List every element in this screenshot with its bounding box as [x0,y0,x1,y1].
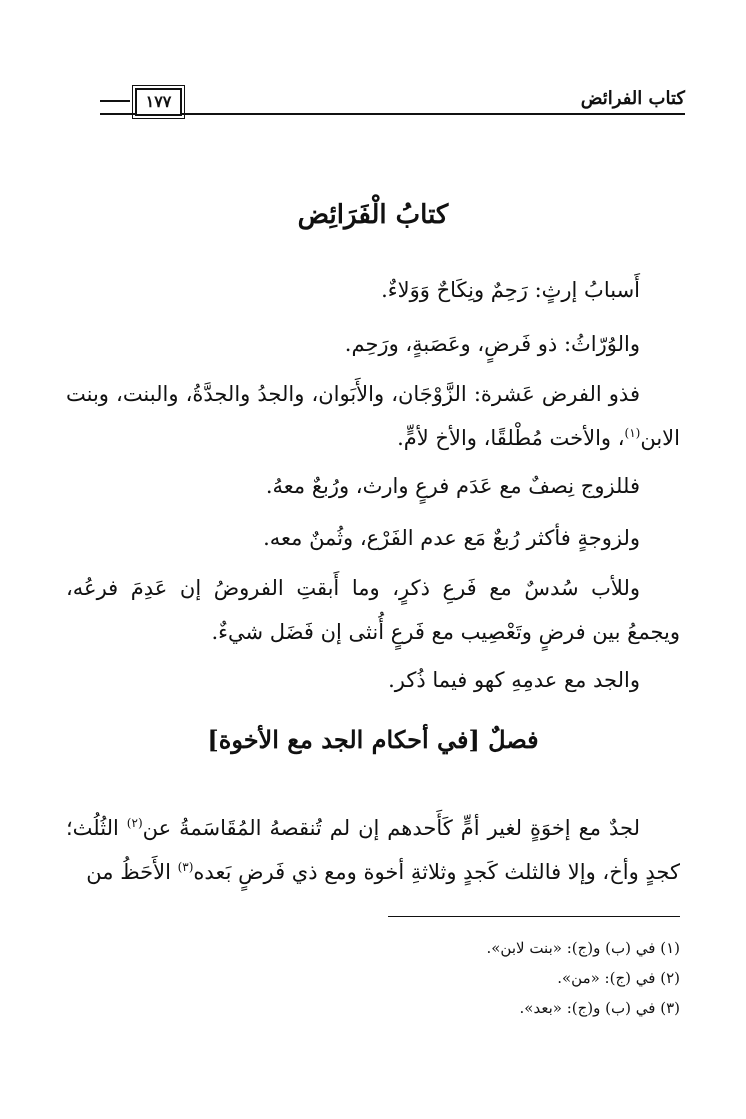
footnote-number: (١) [660,939,680,957]
page-number: ١٧٧ [135,88,182,116]
footnote-text: في (ج): «من». [557,969,656,987]
paragraph-wife: ولزوجةٍ فأكثر رُبعٌ مَع عدم الفَرْع، وثُمنٌ معه. [263,526,640,550]
footnote-number: (٢) [660,969,680,987]
section-heading: فصلٌ [في أحكام الجد مع الأخوة] [207,725,539,754]
footnote-2 [66,966,680,990]
footnote-text: في (ب) و(ج): «بعد». [519,999,656,1017]
header-rule [100,113,685,115]
text-run: الثُلُث؛ كجدٍ وأخ، وإلا فالثلث كَجدٍ وثلاثةِ أخوة ومع ذي فَرضٍ بَعده [66,816,680,884]
text-run: فذو الفرض عَشرة: الزَّوْجَان، والأَبَوان، والجدُ والجدَّةُ، والبنت، وبنت الابن [66,382,680,450]
running-title: كتاب الفرائض [580,88,685,109]
footnote-ref: (٢) [126,816,143,830]
paragraph-heirs: والوُرّاثُ: ذو فَرضٍ، وعَصَبةٍ، ورَحِم. [344,332,640,356]
paragraph-grandfather-brothers [66,806,680,894]
footnote-text: في (ب) و(ج): «بنت لابن». [486,939,656,957]
text-run: ، والأخت مُطْلقًا، والأخ لأمٍّ. [397,426,625,450]
text-run: لجدٌ مع إخوَةٍ لغير أمٍّ كَأَحدهم إن لم تُنقصهُ المُقَاسَمةُ عن [142,816,640,840]
paragraph-husband: فللزوج نِصفٌ مع عَدَم فرعٍ وارث، ورُبعٌ معهُ. [265,474,640,498]
text-run: الأَحَظُ من [86,860,178,884]
footnote-number: (٣) [660,999,680,1017]
footnote-ref: (٣) [177,860,194,874]
chapter-title: كتابُ الْفَرَائِض [297,200,449,230]
footnote-ref: (١) [624,426,641,440]
paragraph-fixed-shares [66,372,680,460]
footnote-3 [66,996,680,1020]
header-rule-short [100,100,130,102]
page-header [100,84,685,116]
paragraph-grandfather: والجد مع عدمِهِ كهو فيما ذُكر. [388,668,640,692]
paragraph-father: وللأب سُدسٌ مع فَرعِ ذكرٍ، وما أَبقتِ الفروضُ إن عَدِمَ فرعُه، ويجمعُ بين فرضٍ وتَعْصِيب مع فَرعٍ أُنثى إن فَضَل شيءٌ. [66,576,680,644]
paragraph-causes: أَسبابُ إرثٍ: رَحِمٌ ونِكَاحٌ وَوَلاءٌ. [381,278,640,302]
footnote-1 [66,936,680,960]
footnote-rule [388,916,680,917]
